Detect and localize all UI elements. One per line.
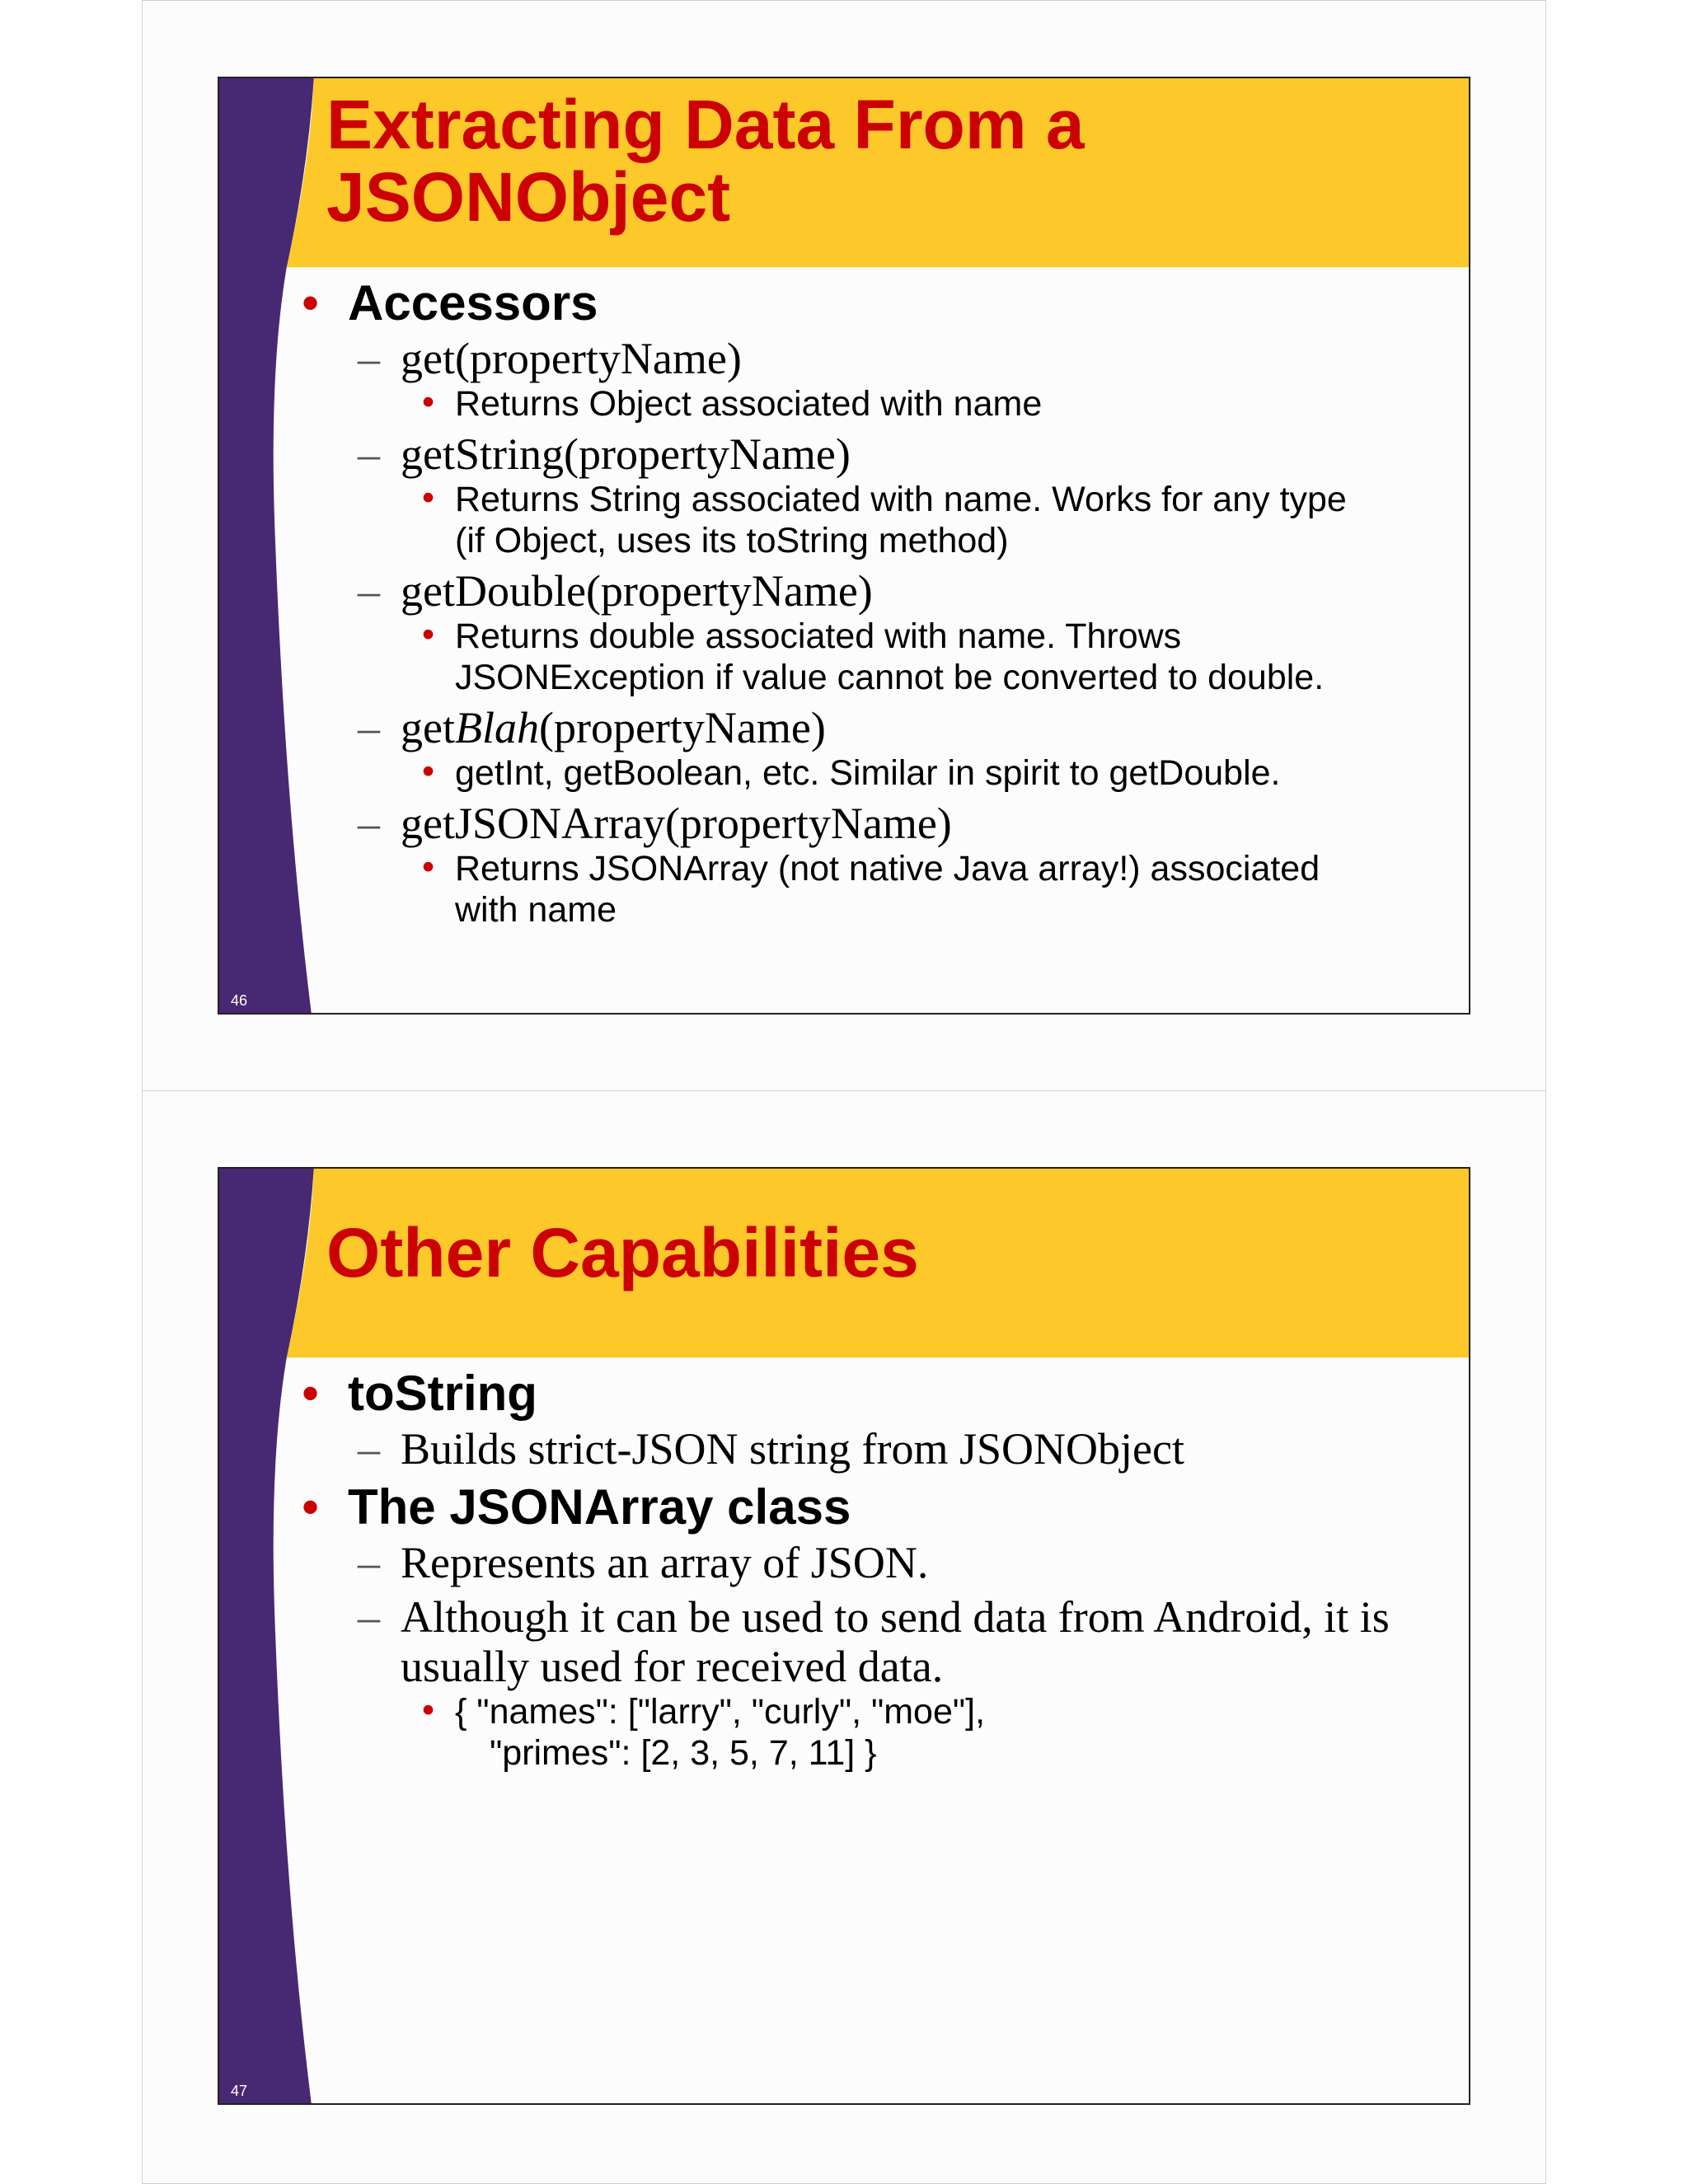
slide-title-line-2: JSONObject — [326, 158, 731, 236]
json-example-line-1: { "names": ["larry", "curly", "moe"], — [455, 1692, 986, 1732]
slide-title-line-1: Extracting Data From a — [326, 86, 1085, 163]
sub-bullet-text-line-1: Although it can be used to send data from Android, it is — [401, 1592, 1390, 1642]
bullet-jsonarray-class — [302, 1479, 1447, 1536]
sub-bullet-getstring: – getString(propertyName) — [358, 429, 851, 479]
method-name-prefix: get — [401, 703, 455, 752]
bullet-accessors — [302, 274, 1447, 332]
sub-bullet: – Builds strict-JSON string from JSONObject — [358, 1424, 1184, 1474]
sub-bullet-getblah: – getBlah(propertyName) — [358, 703, 826, 752]
sub-bullet-get: – get(propertyName) — [358, 334, 742, 383]
method-description: Returns Object associated with name — [455, 384, 1043, 424]
slide-number: 47 — [231, 2083, 248, 2099]
method-name: get(propertyName) — [401, 334, 742, 383]
slide-title: Other Capabilities — [326, 1214, 919, 1291]
sub-bullet-text-line-2: usually used for received data. — [401, 1642, 944, 1691]
bullet-text: Accessors — [348, 275, 598, 330]
sub-bullet-getjsonarray: – getJSONArray(propertyName) — [358, 799, 952, 848]
detail-bullet: • Returns String associated with name. Works for any type (if Object, uses its toString method) — [422, 478, 1347, 560]
sub-bullet-text: Builds strict-JSON string from JSONObject — [401, 1424, 1184, 1474]
slide-46 — [218, 77, 1470, 1015]
method-description-line-1: Returns String associated with name. Works for any type — [455, 480, 1347, 519]
slide-content — [302, 1365, 1447, 1774]
sub-bullet-getdouble: – getDouble(propertyName) — [358, 566, 873, 616]
method-name: getDouble(propertyName) — [401, 566, 873, 616]
method-description-line-2: JSONException if value cannot be converted to double. — [455, 658, 1325, 697]
bullet-text: toString — [348, 1366, 537, 1421]
method-description: getInt, getBoolean, etc. Similar in spirit to getDouble. — [455, 753, 1281, 793]
method-name-italic: Blah — [454, 703, 539, 752]
slide-number: 46 — [231, 992, 248, 1009]
sub-bullet: – Although it can be used to send data from Android, it is usually used for received data. — [358, 1592, 1390, 1691]
method-description-line-2: with name — [455, 890, 617, 930]
detail-bullet: • getInt, getBoolean, etc. Similar in spirit to getDouble. — [422, 752, 1281, 793]
bullet-mark: • — [302, 275, 320, 330]
detail-bullet: • Returns Object associated with name — [422, 382, 1043, 424]
slide-title — [326, 86, 1447, 236]
method-name: getString(propertyName) — [401, 429, 851, 479]
method-name-suffix: (propertyName) — [538, 703, 826, 752]
bullet-tostring — [302, 1365, 1447, 1422]
method-description-line-1: Returns JSONArray (not native Java array!) associated — [455, 849, 1320, 888]
method-name: getJSONArray(propertyName) — [401, 799, 952, 848]
bullet-mark: • — [302, 1366, 320, 1421]
bullet-mark: • — [302, 1479, 320, 1535]
detail-bullet: • Returns JSONArray (not native Java array!) associated with name — [422, 847, 1320, 930]
bullet-text: The JSONArray class — [348, 1479, 851, 1535]
slide-47 — [218, 1167, 1470, 2105]
sub-bullet: – Represents an array of JSON. — [358, 1538, 929, 1587]
method-description-line-1: Returns double associated with name. Throws — [455, 616, 1182, 656]
sub-bullet-text: Represents an array of JSON. — [401, 1538, 929, 1587]
slide-content — [302, 274, 1447, 930]
detail-bullet: • Returns double associated with name. Throws JSONException if value cannot be converted to double. — [422, 615, 1325, 697]
json-example-line-2: "primes": [2, 3, 5, 7, 11] } — [490, 1733, 877, 1773]
method-description-line-2: (if Object, uses its toString method) — [455, 521, 1009, 560]
json-example-bullet: • { "names": ["larry", "curly", "moe"], "primes": [2, 3, 5, 7, 11] } — [302, 1691, 1447, 1774]
